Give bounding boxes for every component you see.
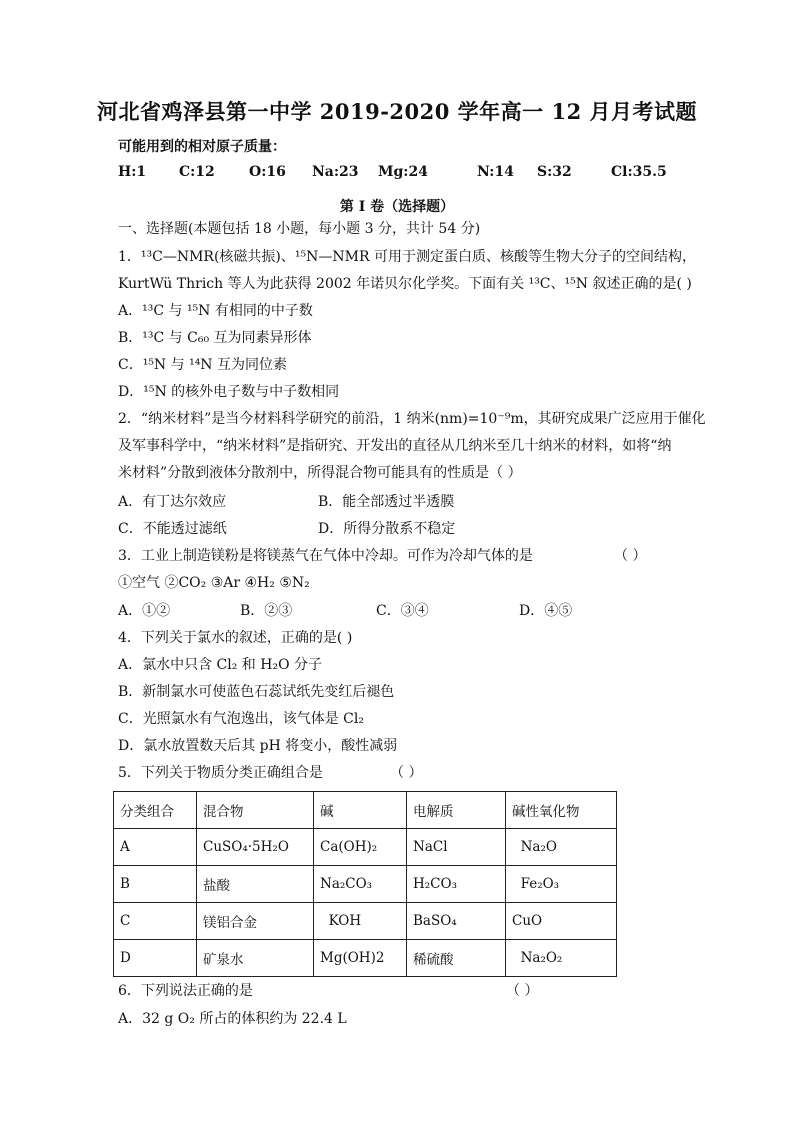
q2-option-d: D．所得分散系不稳定 xyxy=(318,521,456,537)
q3-option-b: B．②③ xyxy=(240,603,293,619)
table-cell: CuO xyxy=(506,903,617,940)
table-row xyxy=(114,903,617,940)
q2-stem-line1: 2．“纳米材料”是当今材料科学研究的前沿，1 纳米(nm)=10⁻⁹m，其研究成果广泛应用于催化 xyxy=(118,411,706,427)
q1-stem-line1: 1．¹³C—NMR(核磁共振)、¹⁵N—NMR 可用于测定蛋白质、核酸等生物大分子的空间结构， xyxy=(118,249,696,265)
table-cell: B xyxy=(114,866,197,903)
q1-option-a: A．¹³C 与 ¹⁵N 有相同的中子数 xyxy=(118,303,313,319)
q4-option-d: D．氯水放置数天后其 pH 将变小，酸性减弱 xyxy=(118,738,398,754)
table-cell: A xyxy=(114,829,197,866)
table-cell: 镁铝合金 xyxy=(197,903,314,940)
mass-cl: Cl:35.5 xyxy=(611,164,667,180)
table-cell: 矿泉水 xyxy=(197,940,314,977)
mass-c: C:12 xyxy=(179,164,215,180)
q2-option-a: A．有丁达尔效应 xyxy=(118,494,227,510)
q2-option-c: C．不能透过滤纸 xyxy=(118,521,227,537)
table-cell: BaSO₄ xyxy=(407,903,506,940)
mass-s: S:32 xyxy=(537,164,572,180)
mass-o: O:16 xyxy=(249,164,286,180)
table-header-cell: 碱 xyxy=(314,792,407,829)
table-cell: Na₂O₂ xyxy=(506,940,617,977)
q4-option-a: A．氯水中只含 Cl₂ 和 H₂O 分子 xyxy=(118,657,323,673)
q1-option-d: D．¹⁵N 的核外电子数与中子数相同 xyxy=(118,384,340,400)
table-header-cell: 碱性氧化物 xyxy=(506,792,617,829)
table-header-cell: 电解质 xyxy=(407,792,506,829)
mass-h: H:1 xyxy=(118,164,147,180)
mass-na: Na:23 xyxy=(312,164,359,180)
table-header-cell: 分类组合 xyxy=(114,792,197,829)
table-cell: NaCl xyxy=(407,829,506,866)
section-heading: 第 I 卷（选择题） xyxy=(339,199,455,215)
table-cell: Na₂CO₃ xyxy=(314,866,407,903)
table-row xyxy=(114,829,617,866)
q3-option-a: A．①② xyxy=(118,603,171,619)
q2-stem-line3: 米材料”分散到液体分散剂中，所得混合物可能具有的性质是（ ） xyxy=(118,465,522,481)
q4-stem: 4．下列关于氯水的叙述，正确的是( ) xyxy=(118,630,353,646)
q3-stem: 3．工业上制造镁粉是将镁蒸气在气体中冷却。可作为冷却气体的是 xyxy=(118,548,533,564)
table-row xyxy=(114,866,617,903)
mass-n: N:14 xyxy=(477,164,514,180)
table-header-row xyxy=(114,792,617,829)
q4-option-b: B．新制氯水可使蓝色石蕊试纸先变红后褪色 xyxy=(118,684,395,700)
table-cell: Fe₂O₃ xyxy=(506,866,617,903)
table-header-cell: 混合物 xyxy=(197,792,314,829)
q4-option-c: C．光照氯水有气泡逸出，该气体是 Cl₂ xyxy=(118,711,364,727)
q6-answer-paren: （ ） xyxy=(506,983,539,999)
table-cell: KOH xyxy=(314,903,407,940)
q3-option-d: D．④⑤ xyxy=(519,603,573,619)
q6-option-a: A．32 g O₂ 所占的体积约为 22.4 L xyxy=(118,1011,347,1027)
table-cell: Na₂O xyxy=(506,829,617,866)
q1-option-b: B．¹³C 与 C₆₀ 互为同素异形体 xyxy=(118,330,312,346)
table-cell: Ca(OH)₂ xyxy=(314,829,407,866)
q2-option-b: B．能全部透过半透膜 xyxy=(318,494,455,510)
q1-option-c: C．¹⁵N 与 ¹⁴N 互为同位素 xyxy=(118,357,288,373)
q5-stem: 5．下列关于物质分类正确组合是 xyxy=(118,765,323,781)
q3-items: ①空气 ②CO₂ ③Ar ④H₂ ⑤N₂ xyxy=(118,575,310,591)
table-cell: CuSO₄·5H₂O xyxy=(197,829,314,866)
table-row xyxy=(114,940,617,977)
q3-option-c: C．③④ xyxy=(376,603,429,619)
part-intro: 一、选择题(本题包括 18 小题，每小题 3 分，共计 54 分) xyxy=(118,221,481,237)
mass-mg: Mg:24 xyxy=(378,164,428,180)
table-cell: 盐酸 xyxy=(197,866,314,903)
classification-table xyxy=(113,791,617,977)
q2-stem-line2: 及军事科学中，“纳米材料”是指研究、开发出的直径从几纳米至几十纳米的材料，如将“纳 xyxy=(118,438,672,454)
q3-answer-paren: （ ） xyxy=(614,548,647,564)
table-cell: C xyxy=(114,903,197,940)
page-title: 河北省鸡泽县第一中学 2019-2020 学年高一 12 月月考试题 xyxy=(96,99,698,124)
table-cell: H₂CO₃ xyxy=(407,866,506,903)
q5-answer-paren: （ ） xyxy=(390,765,423,781)
q1-stem-line2: KurtWü Thrich 等人为此获得 2002 年诺贝尔化学奖。下面有关 ¹³C、¹⁵N 叙述正确的是( ) xyxy=(118,276,692,292)
table-cell: Mg(OH)2 xyxy=(314,940,407,977)
table-cell: D xyxy=(114,940,197,977)
q6-stem: 6．下列说法正确的是 xyxy=(118,983,253,999)
atomic-mass-label: 可能用到的相对原子质量： xyxy=(118,139,286,155)
table-cell: 稀硫酸 xyxy=(407,940,506,977)
